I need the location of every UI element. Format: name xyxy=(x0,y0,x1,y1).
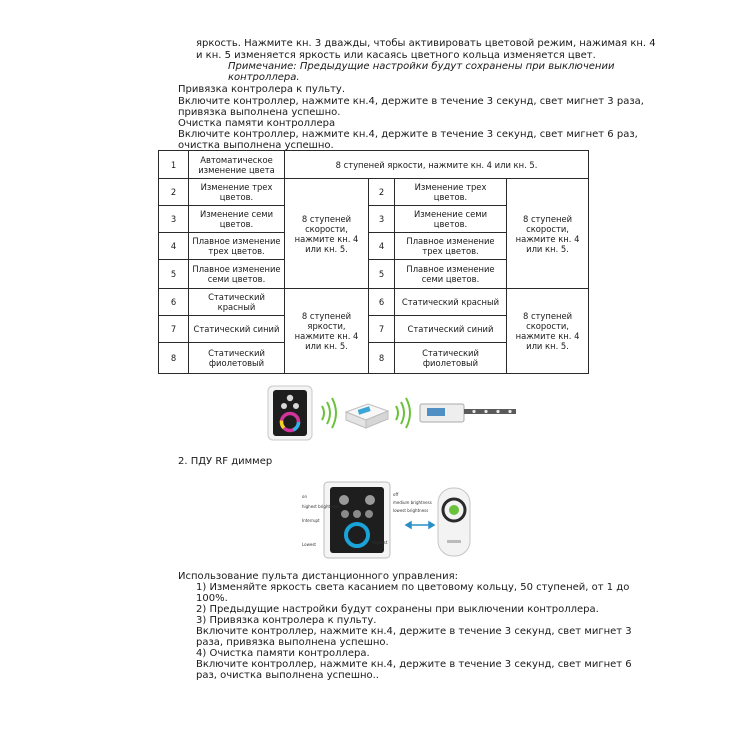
mode-number: 1 xyxy=(159,151,189,179)
paragraph-line: и кн. 5 изменяется яркость или касаясь цветного кольца изменяется цвет. xyxy=(196,50,596,61)
mode-number: 2 xyxy=(159,179,189,206)
pair-title: Привязка контролера к пульту. xyxy=(178,84,346,95)
double-arrow-icon xyxy=(406,522,434,528)
table-row xyxy=(159,289,589,316)
clear-title: Очистка памяти контроллера xyxy=(178,118,336,129)
mode-number: 5 xyxy=(159,260,189,289)
mode-number: 6 xyxy=(369,289,395,316)
pair-text: Включите контроллер, нажмите кн.4, держите в течение 3 секунд, свет мигнет 3 раза, xyxy=(178,96,644,107)
usage-item: раз, очистка выполнена успешно.. xyxy=(196,670,379,681)
mode-name: Плавное изменение семи цветов. xyxy=(395,260,507,289)
mode-description: 8 ступеней яркости, нажмите кн. 4 или кн. 5. xyxy=(285,289,369,374)
note-line: Примечание: Предыдущие настройки будут сохранены при выключении xyxy=(228,61,615,72)
mode-description: 8 ступеней скорости, нажмите кн. 4 или кн. 5. xyxy=(507,179,589,289)
section-title: 2. ПДУ RF диммер xyxy=(178,456,273,467)
usage-item: раза, привязка выполнена успешно. xyxy=(196,637,389,648)
label-lowest-brightness: lowest brightness xyxy=(393,508,429,513)
label-lowest: Lowest xyxy=(302,542,316,547)
mode-number: 3 xyxy=(159,206,189,233)
mode-name: Изменение семи цветов. xyxy=(395,206,507,233)
wifi-signal-icon xyxy=(322,398,336,428)
table-row xyxy=(159,151,589,179)
clear-text: очистка выполнена успешно. xyxy=(178,140,334,151)
mode-number: 6 xyxy=(159,289,189,316)
mode-name: Плавное изменение трех цветов. xyxy=(189,233,285,260)
remote-diagram xyxy=(300,480,500,560)
mode-name: Статический красный xyxy=(395,289,507,316)
mode-name: Изменение трех цветов. xyxy=(395,179,507,206)
mode-number: 8 xyxy=(159,343,189,374)
label-highest-brightness: highest brightness xyxy=(302,504,340,509)
usage-item: 2) Предыдущие настройки будут сохранены при выключении контроллера. xyxy=(196,604,599,615)
remote-diagram-panel xyxy=(324,482,390,558)
wifi-signal-icon xyxy=(396,398,410,428)
usage-title: Использование пульта дистанционного управления: xyxy=(178,571,458,582)
mode-number: 3 xyxy=(369,206,395,233)
receiver-controller-image xyxy=(346,404,388,428)
mode-name: Плавное изменение трех цветов. xyxy=(395,233,507,260)
pair-text: привязка выполнена успешно. xyxy=(178,107,341,118)
mode-name: Изменение семи цветов. xyxy=(189,206,285,233)
table-row xyxy=(159,179,589,206)
mode-name: Статический красный xyxy=(189,289,285,316)
mode-name: Статический синий xyxy=(395,316,507,343)
rf-remote-image xyxy=(438,488,470,556)
usage-item: Включите контроллер, нажмите кн.4, держите в течение 3 секунд, свет мигнет 3 xyxy=(196,626,632,637)
mode-name: Плавное изменение семи цветов. xyxy=(189,260,285,289)
led-dimmer-image xyxy=(420,404,516,422)
mode-number: 7 xyxy=(159,316,189,343)
modes-table xyxy=(158,150,589,374)
label-interrupt: Interrupt xyxy=(302,518,320,523)
paragraph-line: яркость. Нажмите кн. 3 дважды, чтобы активировать цветовой режим, нажимая кн. 4 xyxy=(196,38,656,49)
usage-item: 100%. xyxy=(196,593,228,604)
usage-item: 3) Привязка контролера к пульту. xyxy=(196,615,377,626)
mode-name: Статический фиолетовый xyxy=(189,343,285,374)
touch-remote-image xyxy=(268,386,312,440)
mode-name: Статический синий xyxy=(189,316,285,343)
label-off: off xyxy=(393,492,399,497)
mode-description: 8 ступеней яркости, нажмите кн. 4 или кн. 5. xyxy=(285,151,589,179)
mode-number: 5 xyxy=(369,260,395,289)
label-on: on xyxy=(302,494,307,499)
usage-item: 1) Изменяйте яркость света касанием по цветовому кольцу, 50 ступеней, от 1 до xyxy=(196,582,630,593)
label-highest: Highest xyxy=(372,540,388,545)
mode-number: 7 xyxy=(369,316,395,343)
usage-item: Включите контроллер, нажмите кн.4, держите в течение 3 секунд, свет мигнет 6 xyxy=(196,659,632,670)
system-figure xyxy=(264,384,524,444)
mode-number: 2 xyxy=(369,179,395,206)
mode-number: 4 xyxy=(369,233,395,260)
mode-name: Статический фиолетовый xyxy=(395,343,507,374)
mode-number: 8 xyxy=(369,343,395,374)
mode-description: 8 ступеней скорости, нажмите кн. 4 или кн. 5. xyxy=(285,179,369,289)
mode-name: Автоматическое изменение цвета xyxy=(189,151,285,179)
note-line: контроллера. xyxy=(228,72,300,83)
mode-description: 8 ступеней скорости, нажмите кн. 4 или кн. 5. xyxy=(507,289,589,374)
clear-text: Включите контроллер, нажмите кн.4, держите в течение 3 секунд, свет мигнет 6 раз, xyxy=(178,129,638,140)
label-medium-brightness: medium brightness xyxy=(393,500,432,505)
usage-item: 4) Очистка памяти контроллера. xyxy=(196,648,370,659)
mode-name: Изменение трех цветов. xyxy=(189,179,285,206)
mode-number: 4 xyxy=(159,233,189,260)
